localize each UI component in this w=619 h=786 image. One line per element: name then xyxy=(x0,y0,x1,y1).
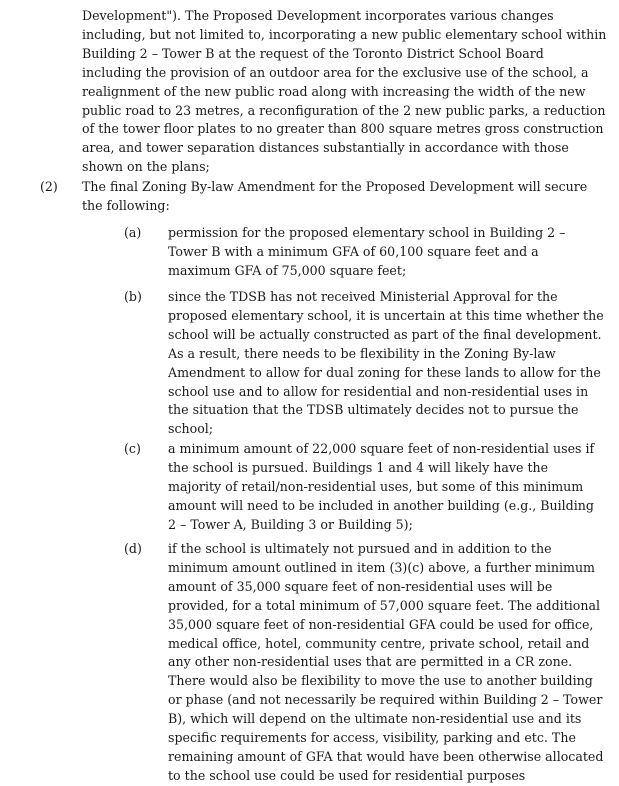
continued-paragraph: Development"). The Proposed Development incorporates various changes including, but not limited to, incorporating a new public elementary school within Building 2 – Tower B at the request of the Toronto District School Board including the provision of an outdoor area for the exclusive use of the school, a realignment of the new public road along with increasing the width of the new public road to 23 metres, a reconfiguration of the 2 new public parks, a reduction of the tower floor plates to no greater than 800 square metres gross construction area, and tower separation distances substantially in accordance with those shown on the plans; xyxy=(82,8,607,175)
item-label-c: (c) xyxy=(124,441,141,456)
item-label-d: (d) xyxy=(124,541,142,556)
item-text-d: if the school is ultimately not pursued and in addition to the minimum amount outlined in item (3)(c) above, a further minimum amount of 35,000 square feet of non-residential uses will be provided, for a total minimum of 57,000 square feet. The additional 35,000 square feet of non-residential GFA could be used for office, medical office, hotel, community centre, private school, retail and any other non-residential uses that are permitted in a CR zone. There would also be flexibility to move the use to another building or phase (and not necessarily be required within Building 2 – Tower B), which will depend on the ultimate non-residential use and its specific requirements for access, visibility, parking and etc. The remaining amount of GFA that would have been otherwise allocated to the school use could be used for residential purposes xyxy=(168,541,604,783)
item-text-b: since the TDSB has not received Ministerial Approval for the proposed elementary school, it is uncertain at this time whether the school will be actually constructed as part of the final development. As a result, there needs to be flexibility in the Zoning By-law Amendment to allow for dual zoning for these lands to allow for the school use and to allow for residential and non-residential uses in the situation that the TDSB ultimately decides not to pursue the school; xyxy=(168,289,604,437)
section-intro: The final Zoning By-law Amendment for the Proposed Development will secure the following: xyxy=(82,179,588,213)
item-text-a: permission for the proposed elementary school in Building 2 – Tower B with a minimum GFA of 60,100 square feet and a maximum GFA of 75,000 square feet; xyxy=(168,225,566,278)
item-label-b: (b) xyxy=(124,289,142,304)
item-label-a: (a) xyxy=(124,225,142,240)
section-number: (2) xyxy=(40,179,58,194)
item-text-c: a minimum amount of 22,000 square feet of non-residential uses if the school is pursued. Buildings 1 and 4 will likely have the majority of retail/non-residential uses, but some of this minimum amount will need to be included in another building (e.g., Building 2 – Tower A, Building 3 or Building 5); xyxy=(168,441,595,532)
